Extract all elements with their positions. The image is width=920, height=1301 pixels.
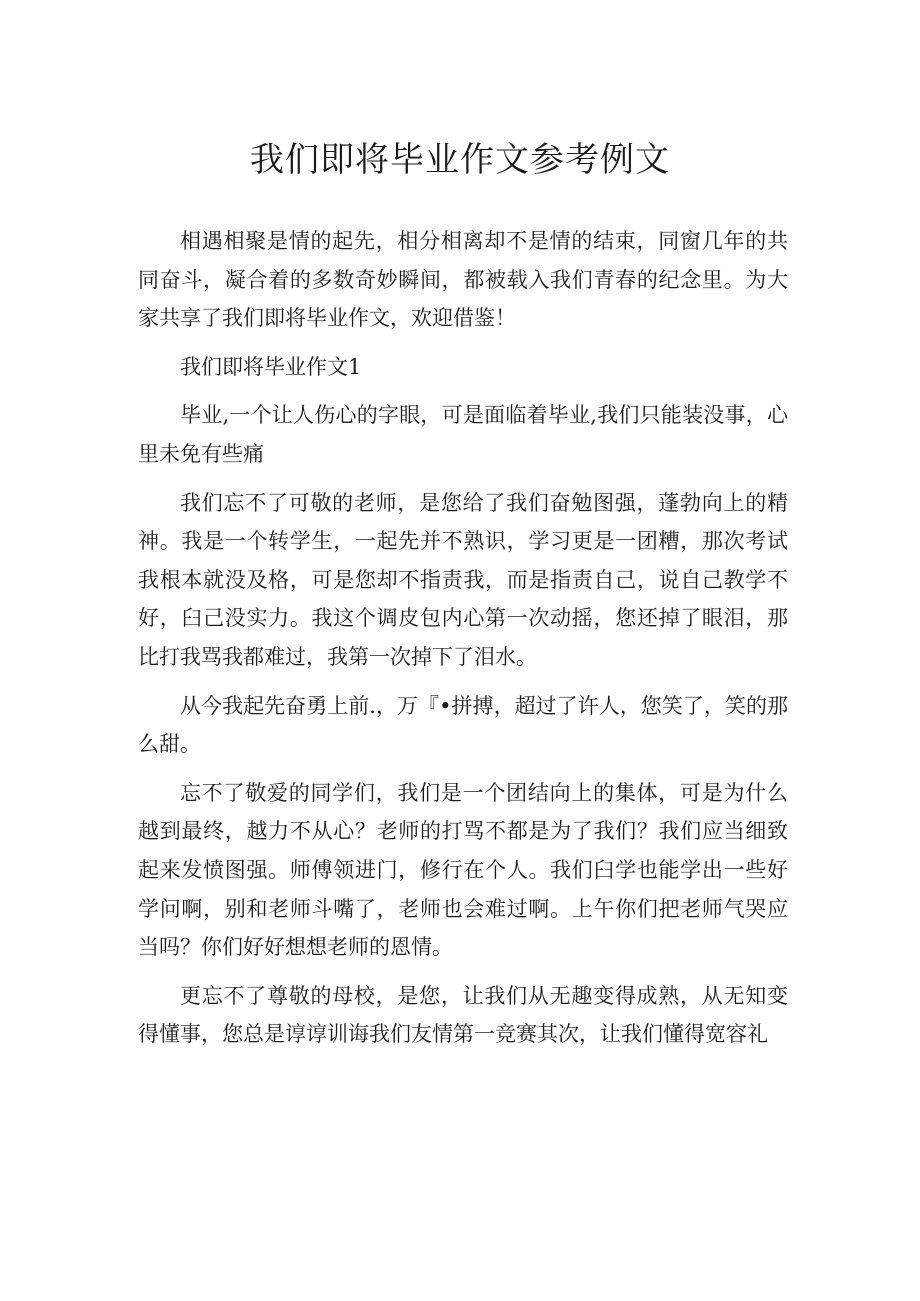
document-body xyxy=(138,222,788,1064)
document-title: 我们即将毕业作文参考例文 xyxy=(250,140,670,180)
body-paragraph: 毕业,一个让人伤心的字眼，可是面临着毕业,我们只能装没事，心里未免有些痛 xyxy=(138,403,788,466)
body-paragraph: 忘不了敬爱的同学们，我们是一个团结向上的集体，可是为什么越到最终，越力不从心？老师的打骂不都是为了我们？我们应当细致起来发愤图强。师傅领进门，修行在个人。我们臼学也能学出一些好学问啊，别和老师斗嘴了，老师也会难过啊。上午你们把老师气哭应当吗？你们好好想想老师的恩情。 xyxy=(138,780,788,960)
intro-paragraph: 相遇相聚是情的起先，相分相离却不是情的结束，同窗几年的共同奋斗，凝合着的多数奇妙瞬间，都被载入我们青春的纪念里。为大家共享了我们即将毕业作文，欢迎借鉴！ xyxy=(138,229,788,331)
section-heading: 我们即将毕业作文1 xyxy=(180,354,362,379)
body-paragraph: 我们忘不了可敬的老师，是您给了我们奋勉图强，蓬勃向上的精神。我是一个转学生，一起先并不熟识，学习更是一团糟，那次考试我根本就没及格，可是您却不指责我，而是指责自己，说自己教学不好，臼己没实力。我这个调皮包内心第一次动摇，您还掉了眼泪，那比打我骂我都难过，我第一次掉下了泪水。 xyxy=(138,490,788,669)
body-paragraph: 从今我起先奋勇上前.，万『•拼搏，超过了许人，您笑了，笑的那么甜。 xyxy=(138,693,788,757)
body-paragraph: 更忘不了尊敬的母校，是您，让我们从无趣变得成熟，从无知变得懂事，您总是谆谆训诲我们友情第一竞赛其次，让我们懂得宽容礼 xyxy=(138,983,788,1047)
